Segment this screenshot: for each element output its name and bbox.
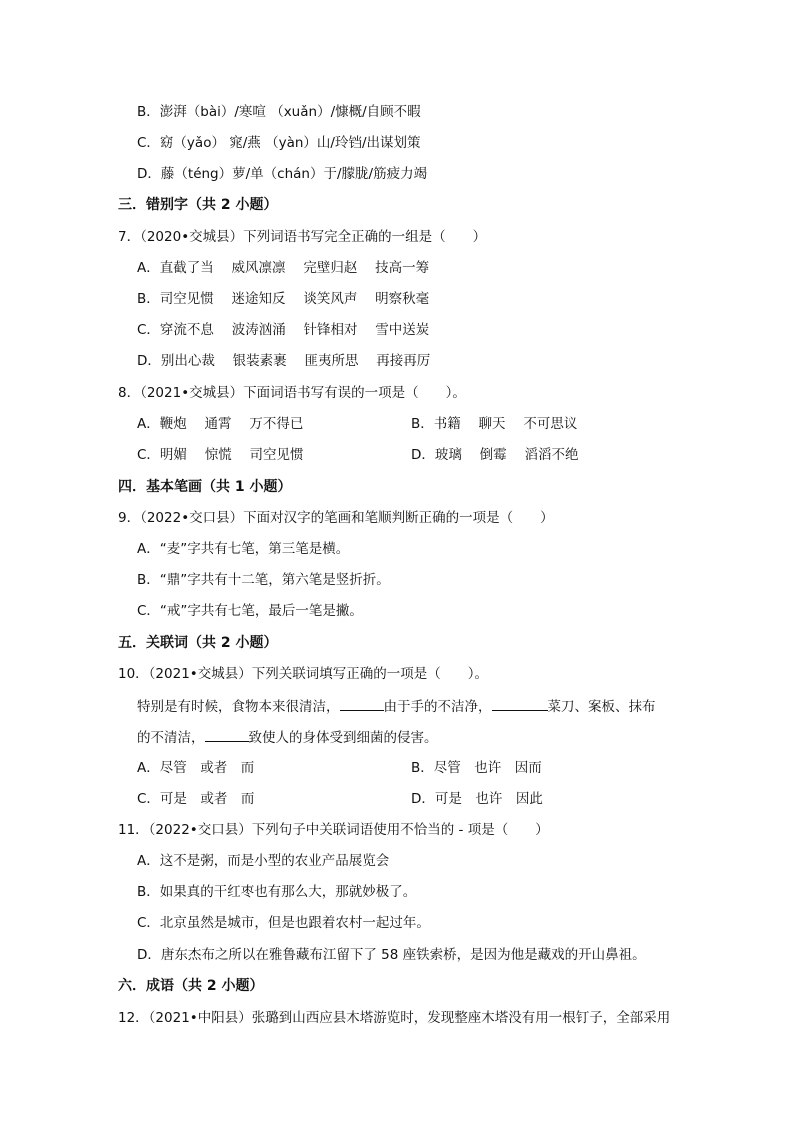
section-3-heading: 三．错别字（共 2 小题） [118, 197, 278, 213]
q7-option-a: A．直截了当 威风凛凛 完壁归赵 技高一筹 [137, 260, 430, 276]
q10-passage-line-1 [137, 696, 656, 716]
q8-option-a: A．鞭炮 通霄 万不得已 [137, 416, 304, 432]
q8-option-b: B．书籍 聊天 不可思议 [411, 416, 578, 432]
q10-option-d: D．可是 也许 因此 [411, 791, 543, 807]
q9-option-a: A．“麦”字共有七笔，第三笔是横。 [137, 541, 350, 557]
q7-option-d: D．别出心裁 银装素裹 匪夷所思 再接再厉 [137, 353, 431, 369]
question-11: 11．（2022•交口县）下列句子中关联词语使用不恰当的 - 项是（ ） [118, 822, 549, 838]
question-8: 8．（2021•交城县）下面词语书写有误的一项是（ ）。 [118, 385, 466, 401]
question-10: 10．（2021•交城县）下列关联词填写正确的一项是（ ）。 [118, 666, 488, 682]
question-9: 9．（2022•交口县）下面对汉字的笔画和笔顺判断正确的一项是（ ） [118, 510, 554, 526]
q9-option-b: B．“鼎”字共有十二笔，第六笔是竖折折。 [137, 572, 390, 588]
q8-option-c: C．明媚 惊慌 司空见惯 [137, 447, 304, 463]
q10-passage-part-5: 致使人的身体受到细菌的侵害。 [248, 730, 438, 746]
section-4-heading: 四．基本笔画（共 1 小题） [118, 479, 292, 495]
q10-passage-line-2 [137, 727, 438, 747]
section-6-heading: 六．成语（共 2 小题） [118, 978, 264, 994]
q8-option-d: D．玻璃 倒霉 滔滔不绝 [411, 447, 579, 463]
q11-option-c: C．北京虽然是城市，但是也跟着农村一起过年。 [137, 915, 430, 931]
q10-passage-part-3: 菜刀、案板、抹布 [547, 699, 656, 715]
q10-passage-part-2: 由于手的不洁净， [383, 699, 492, 715]
section-5-heading: 五．关联词（共 2 小题） [118, 635, 278, 651]
q7-option-c: C．穿流不息 波涛汹涌 针锋相对 雪中送炭 [137, 322, 430, 338]
q10-option-a: A．尽管 或者 而 [137, 760, 255, 776]
q10-passage-part-4: 的不清洁， [137, 730, 205, 746]
q6-option-b: B．澎湃（bài）/寒喧 （xuǎn）/慷概/自顾不暇 [137, 104, 421, 120]
q10-option-c: C．可是 或者 而 [137, 791, 255, 807]
q9-option-c: C．“戒”字共有七笔，最后一笔是撇。 [137, 603, 363, 619]
question-7: 7．（2020•交城县）下列词语书写完全正确的一组是（ ） [118, 229, 487, 245]
q6-option-c: C．窈（yǎo） 窕/燕 （yàn）山/玲铛/出谋划策 [137, 135, 421, 151]
q10-blank-1 [340, 696, 384, 711]
q10-passage-part-1: 特别是有时候，食物本来很清洁， [137, 699, 340, 715]
q10-option-b: B．尽管 也许 因而 [411, 760, 542, 776]
q11-option-d: D．唐东杰布之所以在雅鲁藏布江留下了 58 座铁索桥，是因为他是藏戏的开山鼻祖。 [137, 947, 646, 963]
q10-blank-2 [492, 696, 548, 711]
question-12: 12．（2021•中阳县）张璐到山西应县木塔游览时，发现整座木塔没有用一根钉子，全部采用 [118, 1010, 671, 1026]
q6-option-d: D．藤（téng）萝/单（chán）于/朦胧/筋疲力竭 [137, 166, 428, 182]
q11-option-a: A．这不是粥，而是小型的农业产品展览会 [137, 853, 390, 869]
q11-option-b: B．如果真的干红枣也有那么大，那就妙极了。 [137, 884, 417, 900]
q7-option-b: B．司空见惯 迷途知反 谈笑风声 明察秋毫 [137, 291, 430, 307]
q10-blank-3 [205, 727, 249, 742]
